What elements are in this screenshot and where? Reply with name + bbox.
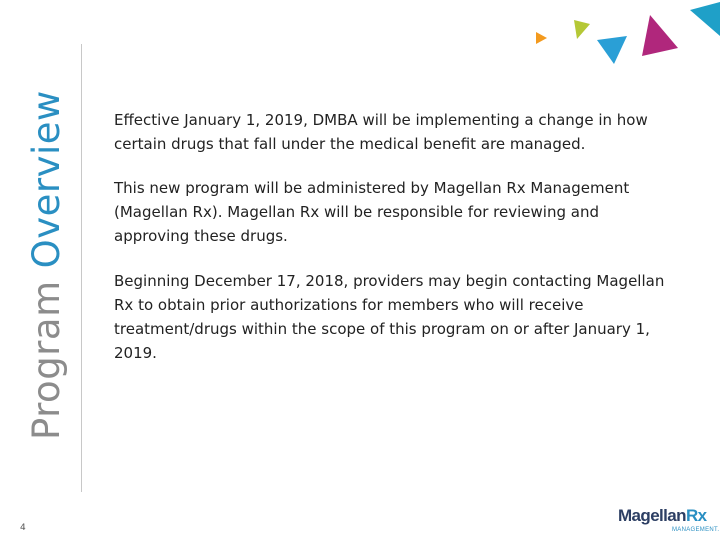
vertical-divider — [81, 44, 82, 492]
teal-triangle-icon — [690, 2, 720, 36]
paragraph-effective-date: Effective January 1, 2019, DMBA will be implementing a change in how certain drugs that fall under the medical benefit are managed. — [114, 111, 648, 153]
decorative-triangles — [530, 0, 720, 70]
section-title-word-overview: Overview — [25, 90, 68, 269]
logo-word-magellan: Magellan — [618, 506, 686, 525]
paragraph-prior-authorization: Beginning December 17, 2018, providers may begin contacting Magellan Rx to obtain prior authorizations for members who will receive treatment/drugs within the scope of this program on or after January 1, 2019. — [114, 272, 665, 362]
logo-subtitle: MANAGEMENT. — [672, 527, 720, 533]
logo-wordmark — [618, 506, 707, 526]
content-body — [114, 108, 674, 385]
magellan-rx-logo — [618, 506, 720, 538]
blue-triangle-icon — [597, 36, 627, 64]
lime-triangle-icon — [574, 20, 590, 39]
section-title-word-program: Program — [25, 280, 68, 440]
page-number: 4 — [20, 523, 26, 533]
logo-word-rx: Rx — [685, 506, 707, 525]
magenta-triangle-icon — [642, 15, 678, 56]
paragraph-administration: This new program will be administered by Magellan Rx Management (Magellan Rx). Magellan Rx will be responsible for reviewing and approving these drugs. — [114, 179, 630, 245]
section-title — [22, 90, 72, 440]
orange-triangle-icon — [536, 32, 547, 44]
